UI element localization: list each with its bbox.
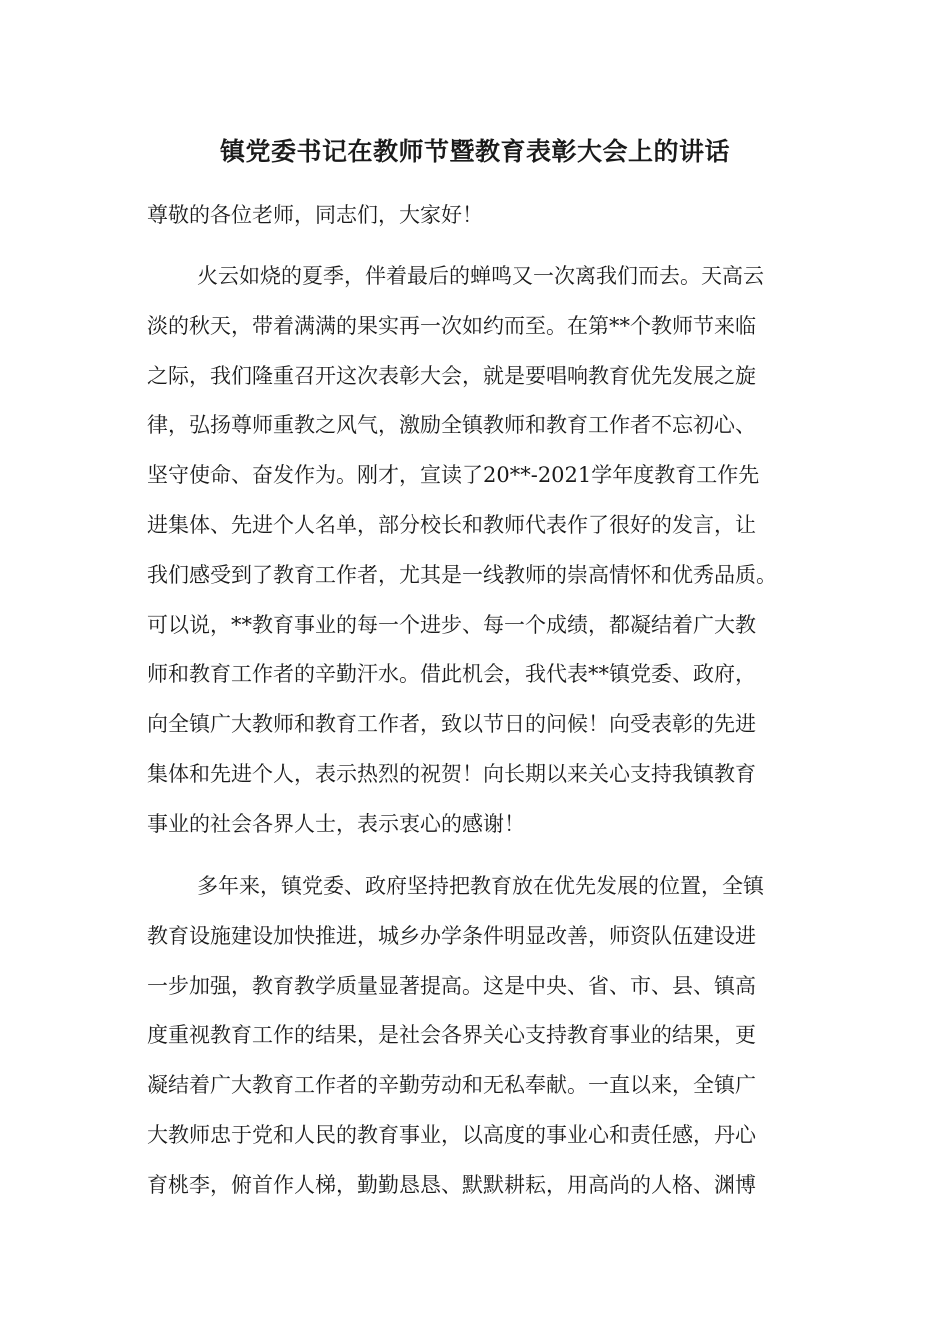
- text-line: 可以说，**教育事业的每一个进步、每一个成绩，都凝结着广大教: [147, 612, 756, 637]
- text-line: 向全镇广大教师和教育工作者，致以节日的问候！向受表彰的先进: [147, 712, 756, 737]
- text-line: 一步加强，教育教学质量显著提高。这是中央、省、市、县、镇高: [147, 973, 756, 998]
- text-line: 集体和先进个人，表示热烈的祝贺！向长期以来关心支持我镇教育: [147, 761, 756, 786]
- text-line: 我们感受到了教育工作者，尤其是一线教师的崇高情怀和优秀品质。: [147, 562, 777, 587]
- text-line: 坚守使命、奋发作为。刚才，宣读了20**-2021学年度教育工作先: [147, 463, 760, 488]
- paragraph-1: [147, 252, 807, 850]
- text-line: 进集体、先进个人名单，部分校长和教师代表作了很好的发言，让: [147, 512, 756, 537]
- text-line: 师和教育工作者的辛勤汗水。借此机会，我代表**镇党委、政府，: [147, 662, 756, 687]
- text-line: 大教师忠于党和人民的教育事业，以高度的事业心和责任感，丹心: [147, 1122, 756, 1147]
- salutation: 尊敬的各位老师，同志们，大家好！: [147, 203, 483, 227]
- document-title: 镇党委书记在教师节暨教育表彰大会上的讲话: [219, 137, 730, 166]
- text-line: 教育设施建设加快推进，城乡办学条件明显改善，师资队伍建设进: [147, 923, 756, 948]
- text-line: 育桃李，俯首作人梯，勤勤恳恳、默默耕耘，用高尚的人格、渊博: [147, 1172, 756, 1197]
- text-line: 火云如烧的夏季，伴着最后的蝉鸣又一次离我们而去。天高云: [197, 264, 764, 288]
- text-line: 淡的秋天，带着满满的果实再一次如约而至。在第**个教师节来临: [147, 313, 756, 338]
- text-line: 律，弘扬尊师重教之风气，激励全镇教师和教育工作者不忘初心、: [147, 413, 756, 438]
- text-line: 事业的社会各界人士，表示衷心的感谢！: [147, 811, 525, 836]
- text-line: 之际，我们隆重召开这次表彰大会，就是要唱响教育优先发展之旋: [147, 363, 756, 388]
- text-line: 度重视教育工作的结果，是社会各界关心支持教育事业的结果，更: [147, 1023, 756, 1048]
- text-line: 凝结着广大教育工作者的辛勤劳动和无私奉献。一直以来，全镇广: [147, 1073, 756, 1098]
- paragraph-2: [147, 862, 807, 1211]
- text-line: 多年来，镇党委、政府坚持把教育放在优先发展的位置，全镇: [197, 874, 764, 898]
